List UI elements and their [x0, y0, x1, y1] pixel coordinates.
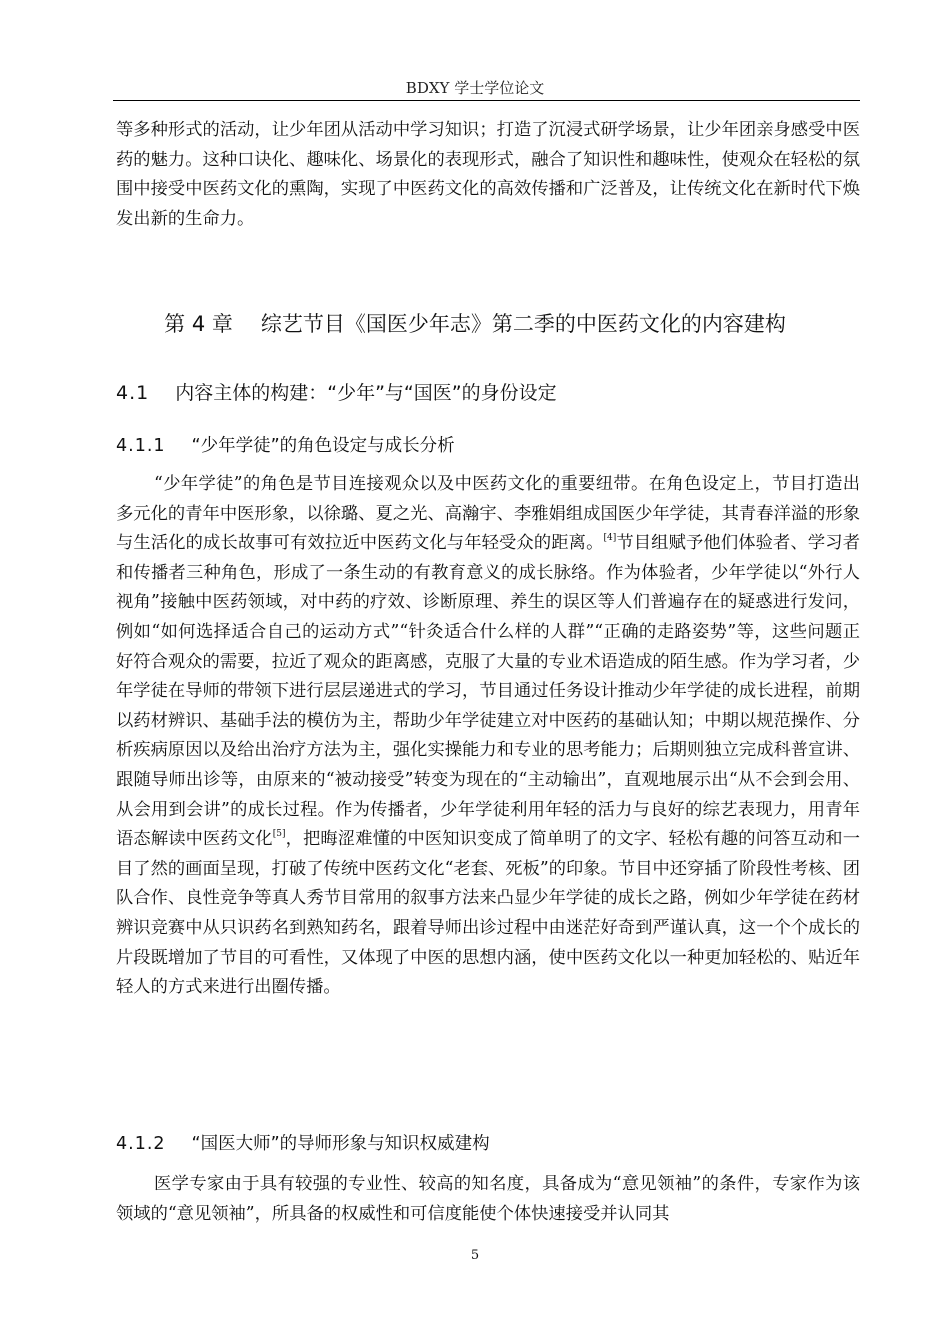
citation-ref-5: [5]	[272, 829, 286, 840]
subsection-heading-4-1-2	[116, 1130, 490, 1155]
paragraph-text-part-3: ，把晦涩难懂的中医知识变成了简单明了的文字、轻松有趣的问答互动和一目了然的画面呈现，打破了传统中医药文化“老套、死板”的印象。节目中还穿插了阶段性考核、团队合作、良性竞争等真人秀节目常用的叙事方法来凸显少年学徒的成长之路，例如少年学徒在药材辨识竞赛中从只识药名到熟知药名，跟着导师出诊过程中由迷茫好奇到严谨认真，这一个个成长的片段既增加了节目的可看性，又体现了中医的思想内涵，使中医药文化以一种更加轻松的、贴近年轻人的方式来进行出圈传播。	[116, 829, 860, 998]
subsection-number: 4.1.2	[116, 1134, 166, 1154]
intro-paragraph: 等多种形式的活动，让少年团从活动中学习知识；打造了沉浸式研学场景，让少年团亲身感受中医药的魅力。这种口诀化、趣味化、场景化的表现形式，融合了知识性和趣味性，使观众在轻松的氛围中接受中医药文化的熏陶，实现了中医药文化的高效传播和广泛普及，让传统文化在新时代下焕发出新的生命力。	[116, 120, 860, 229]
paragraph-text-part-2: 节目组赋予他们体验者、学习者和传播者三种角色，形成了一条生动的有教育意义的成长脉络。作为体验者，少年学徒以“外行人视角”接触中医药领域，对中药的疗效、诊断原理、养生的误区等人们普遍存在的疑惑进行发问，例如“如何选择适合自己的运动方式”“针灸适合什么样的人群”“正确的走路姿势”等，这些问题正好符合观众的需要，拉近了观众的距离感，克服了大量的专业术语造成的陌生感。作为学习者，少年学徒在导师的带领下进行层层递进式的学习，节目通过任务设计推动少年学徒的成长进程，前期以药材辨识、基础手法的模仿为主，帮助少年学徒建立对中医药的基础认知；中期以规范操作、分析疾病原因以及给出治疗方法为主，强化实操能力和专业的思考能力；后期则独立完成科普宣讲、跟随导师出诊等，由原来的“被动接受”转变为现在的“主动输出”，直观地展示出“从不会到会用、从会用到会讲”的成长过程。作为传播者，少年学徒利用年轻的活力与良好的综艺表现力，用青年语态解读中医药文化	[116, 533, 860, 850]
chapter-heading	[0, 308, 950, 338]
header-divider	[113, 100, 860, 101]
citation-ref-4: [4]	[603, 533, 617, 544]
section-heading-4-1	[116, 378, 557, 405]
section-title: 内容主体的构建：“少年”与“国医”的身份设定	[175, 382, 557, 404]
chapter-title: 综艺节目《国医少年志》第二季的中医药文化的内容建构	[260, 312, 786, 336]
section-number: 4.1	[116, 382, 150, 404]
chapter-number: 第 4 章	[164, 312, 233, 336]
subsection-heading-4-1-1	[116, 432, 455, 457]
subsection-title: “少年学徒”的角色设定与成长分析	[191, 436, 455, 456]
running-header: BDXY 学士学位论文	[405, 79, 545, 97]
subsection-title: “国医大师”的导师形象与知识权威建构	[191, 1134, 490, 1154]
paragraph-text-part-1: “少年学徒”的角色是节目连接观众以及中医药文化的重要纽带。在角色设定上，节目打造出多元化的青年中医形象，以徐璐、夏之光、高瀚宇、李雅娟组成国医少年学徒，其青春洋溢的形象与生活化的成长故事可有效拉近中医药文化与年轻受众的距离。	[116, 474, 860, 554]
body-paragraph-4-1-2: 医学专家由于具有较强的专业性、较高的知名度，具备成为“意见领袖”的条件，专家作为该领域的“意见领袖”，所具备的权威性和可信度能使个体快速接受并认同其	[116, 1174, 860, 1224]
body-paragraph-4-1-1	[116, 470, 860, 1003]
page-number: 5	[470, 1248, 480, 1263]
subsection-number: 4.1.1	[116, 436, 166, 456]
